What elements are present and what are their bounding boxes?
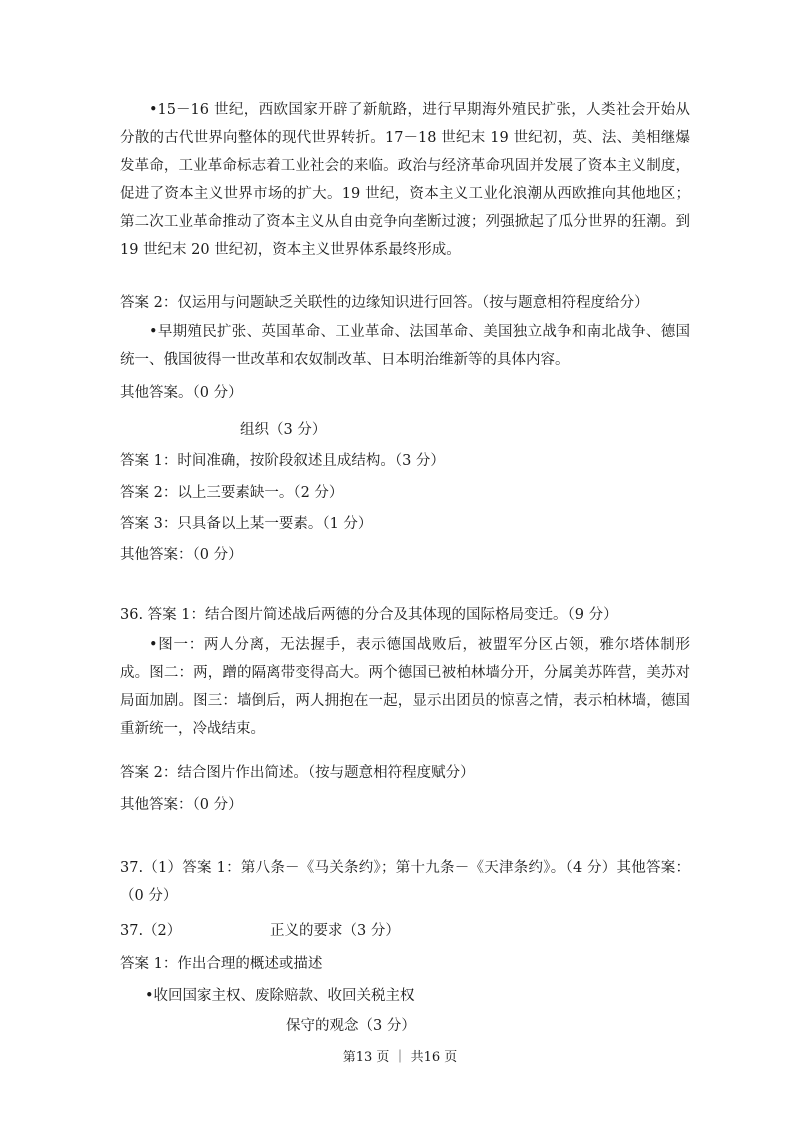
question-36-answer-2: 答案 2：结合图片作出简述。（按与题意相符程度赋分） <box>120 765 475 781</box>
question-37-1: 37.（1）答案 1：第八条－《马关条约》；第十九条－《天津条约》。（4 分）其他答案：（0 分） <box>120 860 690 904</box>
org-other-answers: 其他答案：（0 分） <box>120 547 243 563</box>
justice-heading: 正义的要求（3 分） <box>270 923 400 939</box>
paragraph-history-summary: •15－16 世纪，西欧国家开辟了新航路，进行早期海外殖民扩张，人类社会开始从分散的古代世界向整体的现代世界转折。17－18 世纪末 19 世纪初，英、法、美相继爆发革命，工业革命标志着工业社会的来临。政治与经济革命巩固并发展了资本主义制度，促进了资本主义世界市场的扩大。19 世纪，资本主义工业化浪潮从西欧推向其他地区；第二次工业革命推动了资本主义从自由竞争向垄断过渡；列强掀起了瓜分世界的狂潮。到 19 世纪末 20 世纪初，资本主义世界体系最终形成。 <box>120 102 690 258</box>
other-answers-0-line: 其他答案。（0 分） <box>120 385 243 401</box>
paragraph-example-content: •早期殖民扩张、英国革命、工业革命、法国革命、美国独立战争和南北战争、德国统一、俄国彼得一世改革和农奴制改革、日本明治维新等的具体内容。 <box>120 324 690 368</box>
conservative-heading: 保守的观念（3 分） <box>286 1018 416 1034</box>
question-37-answer-1: 答案 1：作出合理的概述或描述 <box>120 956 323 972</box>
answer-2-line: 答案 2：仅运用与问题缺乏关联性的边缘知识进行回答。（按与题意相符程度给分） <box>120 295 649 311</box>
organization-heading: 组织（3 分） <box>240 422 327 438</box>
org-answer-3: 答案 3：只具备以上某一要素。（1 分） <box>120 516 373 532</box>
question-37-bullet: •收回国家主权、废除赔款、收回关税主权 <box>145 988 415 1004</box>
question-36-heading: 36. 答案 1：结合图片简述战后两德的分合及其体现的国际格局变迁。（9 分） <box>120 607 618 623</box>
page-footer: 第13 页 ｜ 共16 页 <box>342 1050 458 1065</box>
question-36-other-answers: 其他答案：（0 分） <box>120 797 243 813</box>
question-36-description: •图一：两人分离，无法握手，表示德国战败后，被盟军分区占领，雅尔塔体制形成。图二：两，蹭的隔离带变得高大。两个德国已被柏林墙分开，分属美苏阵营，美苏对局面加剧。图三：墙倒后，两人拥抱在一起，显示出团员的惊喜之情，表示柏林墙，德国重新统一，冷战结束。 <box>120 637 690 737</box>
org-answer-1: 答案 1：时间准确，按阶段叙述且成结构。（3 分） <box>120 453 445 469</box>
org-answer-2: 答案 2：以上三要素缺一。（2 分） <box>120 485 344 501</box>
question-37-2-label: 37.（2） <box>120 923 182 939</box>
